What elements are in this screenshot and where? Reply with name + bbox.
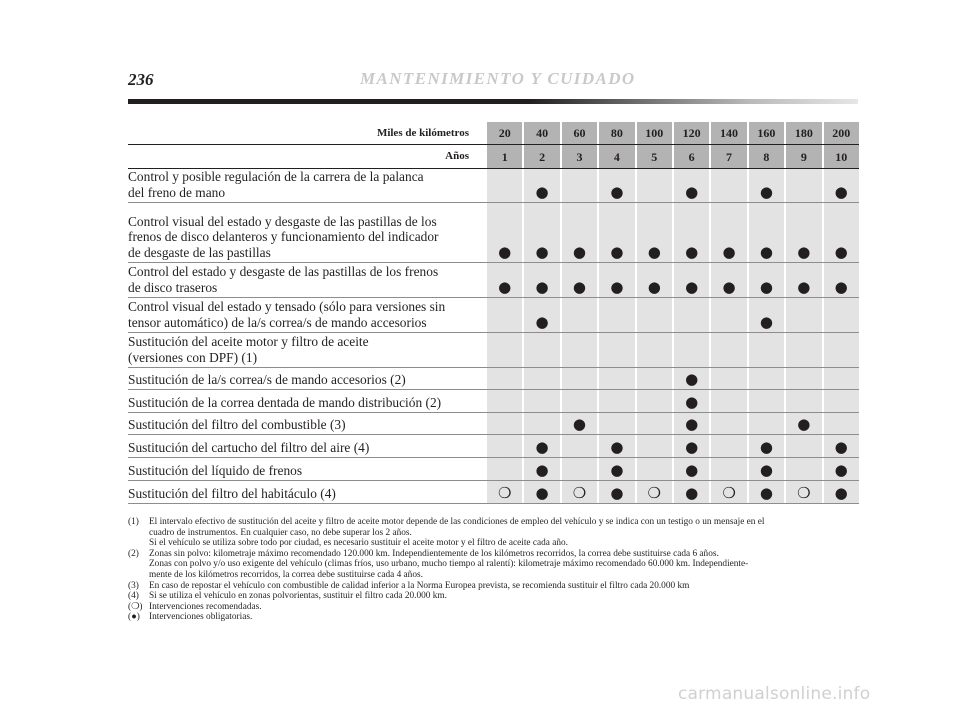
operation-label <box>128 435 485 458</box>
interval-cell <box>822 203 859 263</box>
page-number: 236 <box>128 70 154 89</box>
interval-cell <box>709 169 746 203</box>
interval-cell <box>560 435 597 458</box>
interval-cell <box>784 203 821 263</box>
footnote <box>128 549 863 581</box>
interval-cell <box>784 333 821 368</box>
operation-label <box>128 390 485 413</box>
footnote-text <box>149 602 863 613</box>
interval-cell <box>485 263 522 298</box>
years-header-row-value: 1 <box>485 145 522 169</box>
interval-cell <box>635 481 672 504</box>
footnote-key: (3) <box>128 580 139 591</box>
interval-cell <box>635 263 672 298</box>
recommended-mark: ❍ <box>497 484 512 502</box>
interval-cell <box>784 298 821 333</box>
mandatory-mark: ● <box>535 484 549 502</box>
interval-cell <box>597 481 634 504</box>
mandatory-mark: ● <box>759 438 773 456</box>
interval-cell <box>522 298 559 333</box>
page-header: MANTENIMIENTO Y CUIDADO <box>360 69 636 88</box>
mandatory-mark: ● <box>572 243 587 261</box>
interval-cell <box>747 458 784 481</box>
footnote-text <box>149 581 863 592</box>
mandatory-mark: ● <box>797 415 811 433</box>
mandatory-mark: ● <box>685 415 699 433</box>
interval-cell <box>635 368 672 390</box>
mandatory-mark: ● <box>685 461 699 479</box>
footnote-line: Intervenciones obligatorias. <box>149 612 253 623</box>
footnote-text <box>149 591 863 602</box>
interval-cell <box>747 298 784 333</box>
mandatory-mark: ● <box>535 243 549 261</box>
interval-cell <box>560 263 597 298</box>
interval-cell <box>784 169 821 203</box>
interval-cell <box>672 368 709 390</box>
interval-cell <box>560 169 597 203</box>
km-header-row-label: Miles de kilómetros <box>376 126 469 139</box>
interval-cell <box>747 435 784 458</box>
interval-cell <box>635 169 672 203</box>
interval-cell <box>522 413 559 435</box>
interval-cell <box>672 413 709 435</box>
recommended-mark: ❍ <box>797 484 811 502</box>
interval-cell <box>747 169 784 203</box>
interval-cell <box>672 390 709 413</box>
interval-cell <box>597 368 634 390</box>
interval-cell <box>784 481 821 504</box>
interval-cell <box>709 298 746 333</box>
years-header-row-value: 2 <box>522 145 559 169</box>
interval-cell <box>635 435 672 458</box>
table-row <box>128 435 859 458</box>
mandatory-mark: ● <box>834 243 848 261</box>
mandatory-mark: ● <box>610 278 624 296</box>
years-header-row-value: 3 <box>560 145 597 169</box>
operation-label-line: Sustitución de la correa dentada de mando distribución (2) <box>128 394 442 410</box>
footnote-text <box>149 549 863 581</box>
operation-label-line: tensor automático) de la/s correa/s de mando accesorios <box>128 314 427 330</box>
years-header-row-value: 8 <box>747 145 784 169</box>
mandatory-mark: ● <box>759 484 773 502</box>
operation-label <box>128 298 485 333</box>
km-header-row-value: 160 <box>747 122 784 145</box>
footnote-line: El intervalo efectivo de sustitución del aceite y filtro de aceite motor depende de las condiciones de empleo del vehículo y se indica con un testigo o un mensaje en el <box>149 517 765 527</box>
footnote-line: En caso de repostar el vehículo con combustible de calidad inferior a la Norma Europea prevista, se recomienda sustituir el filtro cada 20.000 km <box>149 580 690 591</box>
mandatory-mark: ● <box>647 243 661 261</box>
interval-cell <box>747 390 784 413</box>
interval-cell <box>597 435 634 458</box>
interval-cell <box>784 458 821 481</box>
interval-cell <box>522 203 559 263</box>
interval-cell <box>522 458 559 481</box>
interval-cell <box>672 298 709 333</box>
mandatory-mark: ● <box>498 243 512 261</box>
interval-cell <box>784 368 821 390</box>
interval-cell <box>672 169 709 203</box>
years-header-row-value: 9 <box>784 145 821 169</box>
interval-cell <box>522 435 559 458</box>
interval-cell <box>822 413 859 435</box>
operation-label <box>128 333 485 368</box>
interval-cell <box>485 333 522 368</box>
mandatory-mark: ● <box>759 243 773 261</box>
footnote-text <box>149 517 863 549</box>
interval-cell <box>822 481 859 504</box>
operation-label-line: Control del estado y desgaste de las pastillas de los frenos <box>128 264 439 279</box>
operation-label-line: del freno de mano <box>128 184 226 200</box>
interval-cell <box>560 458 597 481</box>
interval-cell <box>485 435 522 458</box>
mandatory-mark: ● <box>834 183 848 201</box>
interval-cell <box>784 263 821 298</box>
table-row <box>128 458 859 481</box>
interval-cell <box>485 458 522 481</box>
maintenance-table <box>128 122 859 504</box>
mandatory-mark: ● <box>797 243 811 261</box>
interval-cell <box>597 263 634 298</box>
interval-cell <box>485 368 522 390</box>
interval-cell <box>597 333 634 368</box>
interval-cell <box>635 458 672 481</box>
mandatory-mark: ● <box>722 243 736 261</box>
km-header-row-value: 180 <box>784 122 821 145</box>
years-header-row-value: 4 <box>597 145 634 169</box>
interval-cell <box>822 390 859 413</box>
interval-cell <box>560 368 597 390</box>
footnote-key: (4) <box>128 591 139 602</box>
operation-label-line: frenos de disco delanteros y funcionamiento del indicador <box>128 229 439 244</box>
interval-cell <box>747 263 784 298</box>
interval-cell <box>747 203 784 263</box>
interval-cell <box>709 413 746 435</box>
mandatory-mark: ● <box>685 438 699 456</box>
interval-cell <box>635 413 672 435</box>
watermark: carmanualsonline.info <box>678 684 871 704</box>
mandatory-mark: ● <box>610 484 624 502</box>
interval-cell <box>709 390 746 413</box>
mandatory-mark: ● <box>685 393 699 411</box>
footnote-line: Si se utiliza el vehículo en zonas polvorientas, sustituir el filtro cada 20.000 km. <box>149 591 447 602</box>
km-header-row-value: 20 <box>485 122 522 145</box>
operation-label <box>128 169 485 203</box>
interval-cell <box>560 298 597 333</box>
interval-cell <box>709 481 746 504</box>
operation-label <box>128 263 485 298</box>
table-row <box>128 203 859 263</box>
interval-cell <box>522 390 559 413</box>
mandatory-mark: ● <box>834 438 848 456</box>
mandatory-mark: ● <box>797 278 811 296</box>
mandatory-mark: ● <box>834 461 848 479</box>
interval-cell <box>522 169 559 203</box>
mandatory-mark: ● <box>535 183 549 201</box>
footnote-key: (2) <box>128 548 139 559</box>
operation-label <box>128 458 485 481</box>
years-header-row <box>128 145 859 169</box>
recommended-mark: ❍ <box>647 484 661 502</box>
operation-label <box>128 413 485 435</box>
footnote <box>128 602 863 613</box>
interval-cell <box>522 481 559 504</box>
years-header-row-value: 5 <box>635 145 672 169</box>
footnote-line: cuadro de instrumentos. En cualquier caso, no debe superar los 2 años. <box>149 527 412 538</box>
interval-cell <box>485 413 522 435</box>
interval-cell <box>597 298 634 333</box>
recommended-mark: ❍ <box>722 484 736 502</box>
footnotes <box>128 517 863 623</box>
mandatory-mark: ● <box>685 484 699 502</box>
interval-cell <box>822 368 859 390</box>
footnote-line: Zonas sin polvo: kilometraje máximo recomendado 120.000 km. Independientemente de los kilómetros recorridos, la correa debe sustituirse cada 6 años. <box>149 548 719 559</box>
interval-cell <box>597 203 634 263</box>
table-row <box>128 263 859 298</box>
interval-cell <box>822 298 859 333</box>
footnote-line: mente de los kilómetros recorridos, la correa debe sustituirse cada 4 años. <box>149 569 423 580</box>
km-header-row-value: 120 <box>672 122 709 145</box>
km-header-row-value: 140 <box>709 122 746 145</box>
operation-label-line: de desgaste de las pastillas <box>128 244 271 260</box>
interval-cell <box>560 390 597 413</box>
operation-label-line: Control y posible regulación de la carrera de la palanca <box>128 169 424 184</box>
interval-cell <box>635 298 672 333</box>
operation-label-line: de disco traseros <box>128 279 218 295</box>
mandatory-mark: ● <box>685 183 699 201</box>
interval-cell <box>597 390 634 413</box>
interval-cell <box>560 413 597 435</box>
interval-cell <box>522 263 559 298</box>
footnote-key: (❍) <box>128 601 143 612</box>
table-row <box>128 481 859 504</box>
years-header-row-value: 10 <box>822 145 859 169</box>
interval-cell <box>672 263 709 298</box>
interval-cell <box>709 203 746 263</box>
mandatory-mark: ● <box>685 370 699 388</box>
operation-label <box>128 481 485 504</box>
mandatory-mark: ● <box>610 183 624 201</box>
mandatory-mark: ● <box>498 278 512 296</box>
footnote <box>128 581 863 592</box>
interval-cell <box>784 435 821 458</box>
interval-cell <box>822 333 859 368</box>
interval-cell <box>672 481 709 504</box>
interval-cell <box>485 390 522 413</box>
footnote <box>128 612 863 623</box>
years-header-row-value: 6 <box>672 145 709 169</box>
interval-cell <box>822 169 859 203</box>
table-row <box>128 368 859 390</box>
years-header-row-value: 7 <box>709 145 746 169</box>
interval-cell <box>709 333 746 368</box>
interval-cell <box>635 333 672 368</box>
interval-cell <box>747 333 784 368</box>
interval-cell <box>672 435 709 458</box>
operation-label <box>128 203 485 263</box>
table-row <box>128 333 859 368</box>
operation-label-line: (versiones con DPF) (1) <box>128 349 258 365</box>
interval-cell <box>560 481 597 504</box>
footnote-key: (1) <box>128 517 139 527</box>
operation-label-line: Sustitución del cartucho del filtro del aire (4) <box>128 439 370 455</box>
mandatory-mark: ● <box>759 461 773 479</box>
operation-label-line: Control visual del estado y desgaste de las pastillas de los <box>128 213 437 229</box>
footnote-text <box>149 612 863 623</box>
mandatory-mark: ● <box>834 484 848 502</box>
footnote <box>128 591 863 602</box>
operation-label-line: Sustitución del filtro del habitáculo (4) <box>128 485 336 501</box>
mandatory-mark: ● <box>535 461 549 479</box>
interval-cell <box>485 203 522 263</box>
interval-cell <box>560 203 597 263</box>
km-header-row <box>128 122 859 145</box>
interval-cell <box>635 390 672 413</box>
operation-label-line: Sustitución de la/s correa/s de mando accesorios (2) <box>128 371 406 387</box>
interval-cell <box>672 333 709 368</box>
operation-label-line: Control visual del estado y tensado (sólo para versiones sin <box>128 299 446 314</box>
mandatory-mark: ● <box>572 278 587 296</box>
mandatory-mark: ● <box>572 415 587 433</box>
interval-cell <box>635 203 672 263</box>
mandatory-mark: ● <box>610 461 624 479</box>
mandatory-mark: ● <box>759 278 773 296</box>
mandatory-mark: ● <box>722 278 736 296</box>
interval-cell <box>822 458 859 481</box>
interval-cell <box>709 263 746 298</box>
interval-cell <box>709 435 746 458</box>
mandatory-mark: ● <box>535 438 549 456</box>
mandatory-mark: ● <box>759 183 773 201</box>
footnote-line: Si el vehículo se utiliza sobre todo por ciudad, es necesario sustituir el aceite motor y el filtro de aceite cada año. <box>149 538 568 549</box>
operation-label-line: Sustitución del filtro del combustible (3) <box>128 416 346 432</box>
years-header-row-label: Años <box>445 150 469 163</box>
interval-cell <box>485 169 522 203</box>
interval-cell <box>597 458 634 481</box>
table-row <box>128 390 859 413</box>
interval-cell <box>485 298 522 333</box>
km-header-row-value: 40 <box>522 122 559 145</box>
footnote-key: (●) <box>128 612 140 623</box>
header-rule <box>128 99 858 104</box>
interval-cell <box>597 413 634 435</box>
interval-cell <box>784 390 821 413</box>
mandatory-mark: ● <box>834 278 848 296</box>
interval-cell <box>522 368 559 390</box>
interval-cell <box>747 413 784 435</box>
interval-cell <box>672 458 709 481</box>
table-row <box>128 298 859 333</box>
interval-cell <box>597 169 634 203</box>
interval-cell <box>747 481 784 504</box>
table-row <box>128 413 859 435</box>
interval-cell <box>784 413 821 435</box>
mandatory-mark: ● <box>685 278 699 296</box>
mandatory-mark: ● <box>685 243 699 261</box>
interval-cell <box>485 481 522 504</box>
mandatory-mark: ● <box>535 278 549 296</box>
mandatory-mark: ● <box>610 243 624 261</box>
interval-cell <box>672 203 709 263</box>
footnote-line: Zonas con polvo y/o uso exigente del vehículo (climas fríos, uso urbano, mucho tiempo al ralentí): kilometraje máximo recomendado 60.000 km. Independiente- <box>149 559 749 570</box>
operation-label-line: Sustitución del aceite motor y filtro de aceite <box>128 334 369 349</box>
interval-cell <box>709 368 746 390</box>
mandatory-mark: ● <box>610 438 624 456</box>
interval-cell <box>522 333 559 368</box>
km-header-row-value: 80 <box>597 122 634 145</box>
operation-label <box>128 368 485 390</box>
km-header-row-value: 60 <box>560 122 597 145</box>
mandatory-mark: ● <box>759 313 773 331</box>
mandatory-mark: ● <box>647 278 661 296</box>
table-row <box>128 169 859 203</box>
interval-cell <box>709 458 746 481</box>
km-header-row-value: 100 <box>635 122 672 145</box>
interval-cell <box>822 263 859 298</box>
interval-cell <box>822 435 859 458</box>
mandatory-mark: ● <box>535 313 549 331</box>
interval-cell <box>560 333 597 368</box>
operation-label-line: Sustitución del líquido de frenos <box>128 462 303 478</box>
interval-cell <box>747 368 784 390</box>
km-header-row-value: 200 <box>822 122 859 145</box>
recommended-mark: ❍ <box>572 484 587 502</box>
footnote-line: Intervenciones recomendadas. <box>149 601 262 612</box>
footnote <box>128 517 863 549</box>
